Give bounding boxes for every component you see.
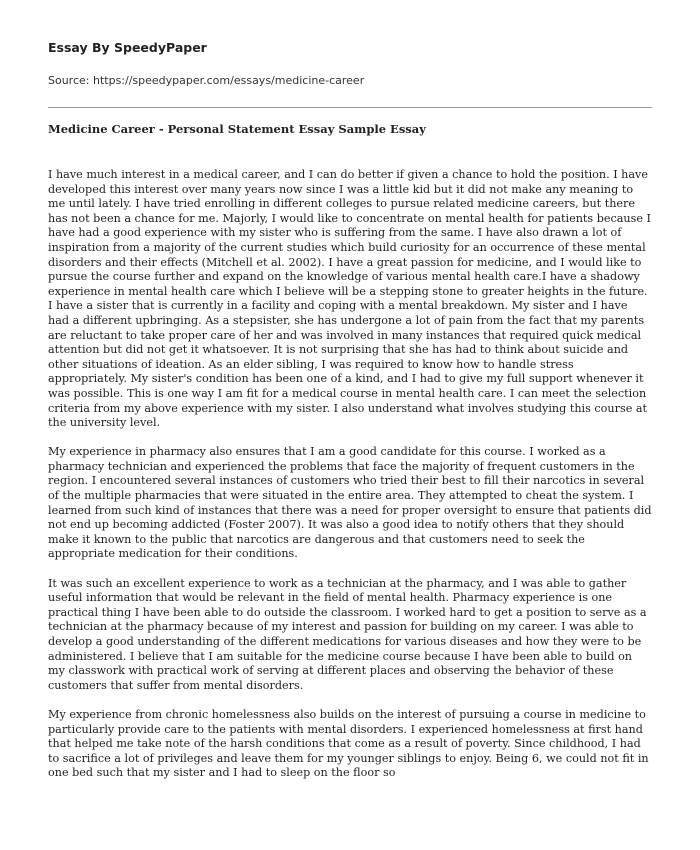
essay-paragraph-1: I have much interest in a medical career, and I can do better if given a chance to hold the position. I have developed this interest over many years now since I was a little kid but it did not make any meaning to me until lately. I have tried enrolling in different colleges to pursue related medicine careers, but there has not been a chance for me. Majorly, I would like to concentrate on mental health for patients because I have had a good experience with my sister who is suffering from the same. I have also drawn a lot of inspiration from a majority of the current studies which build curiosity for an occurrence of these mental disorders and their effects (Mitchell et al. 2002). I have a great passion for medicine, and I would like to pursue the course further and expand on the knowledge of various mental health care.I have a shadowy experience in mental health care which I believe will be a stepping stone to greater heights in the future. I have a sister that is currently in a facility and coping with a mental breakdown. My sister and I have had a different upbringing. As a stepsister, she has undergone a lot of pain from the fact that my parents are reluctant to take proper care of her and was involved in many instances that required quick medical attention but did not get it whatsoever. It is not surprising that she has had to think about suicide and other situations of ideation. As an elder sibling, I was required to know how to handle stress appropriately. My sister's condition has been one of a kind, and I had to give my full support whenever it was possible. This is one way I am fit for a medical course in mental health care. I can meet the selection criteria from my above experience with my sister. I also understand what involves studying this course at the university level. [48,168,651,430]
header-divider [48,107,652,108]
brand-title: Essay By SpeedyPaper [48,40,207,55]
essay-paragraph-4: My experience from chronic homelessness also builds on the interest of pursuing a course in medicine to particularly provide care to the patients with mental disorders. I experienced homelessness at first hand that helped me take note of the harsh conditions that come as a result of poverty. Since childhood, I had to sacrifice a lot of privileges and leave them for my younger siblings to enjoy. Being 6, we could not fit in one bed such that my sister and I had to sleep on the floor so [48,707,649,780]
essay-page [48,40,652,780]
essay-paragraph-2: My experience in pharmacy also ensures that I am a good candidate for this course. I worked as a pharmacy technician and experienced the problems that face the majority of frequent customers in the region. I encountered several instances of customers who tried their best to fill their narcotics in several of the multiple pharmacies that were situated in the entire area. They attempted to cheat the system. I learned from such kind of instances that there was a need for proper oversight to ensure that patients did not end up becoming addicted (Foster 2007). It was also a good idea to notify others that they should make it known to the public that narcotics are dangerous and that customers need to seek the appropriate medication for their conditions. [48,445,652,561]
essay-body [48,168,652,796]
essay-title: Medicine Career - Personal Statement Essay Sample Essay [48,122,426,136]
source-line: Source: https://speedypaper.com/essays/medicine-career [48,74,365,87]
essay-paragraph-3: It was such an excellent experience to work as a technician at the pharmacy, and I was able to gather useful information that would be relevant in the field of mental health. Pharmacy experience is one practical thing I have been able to do outside the classroom. I worked hard to get a position to serve as a technician at the pharmacy because of my interest and passion for building on my career. I was able to develop a good understanding of the different medications for various diseases and how they were to be administered. I believe that I am suitable for the medicine course because I have been able to build on my classwork with practical work of serving at different places and observing the behavior of these customers that suffer from mental disorders. [48,576,647,692]
